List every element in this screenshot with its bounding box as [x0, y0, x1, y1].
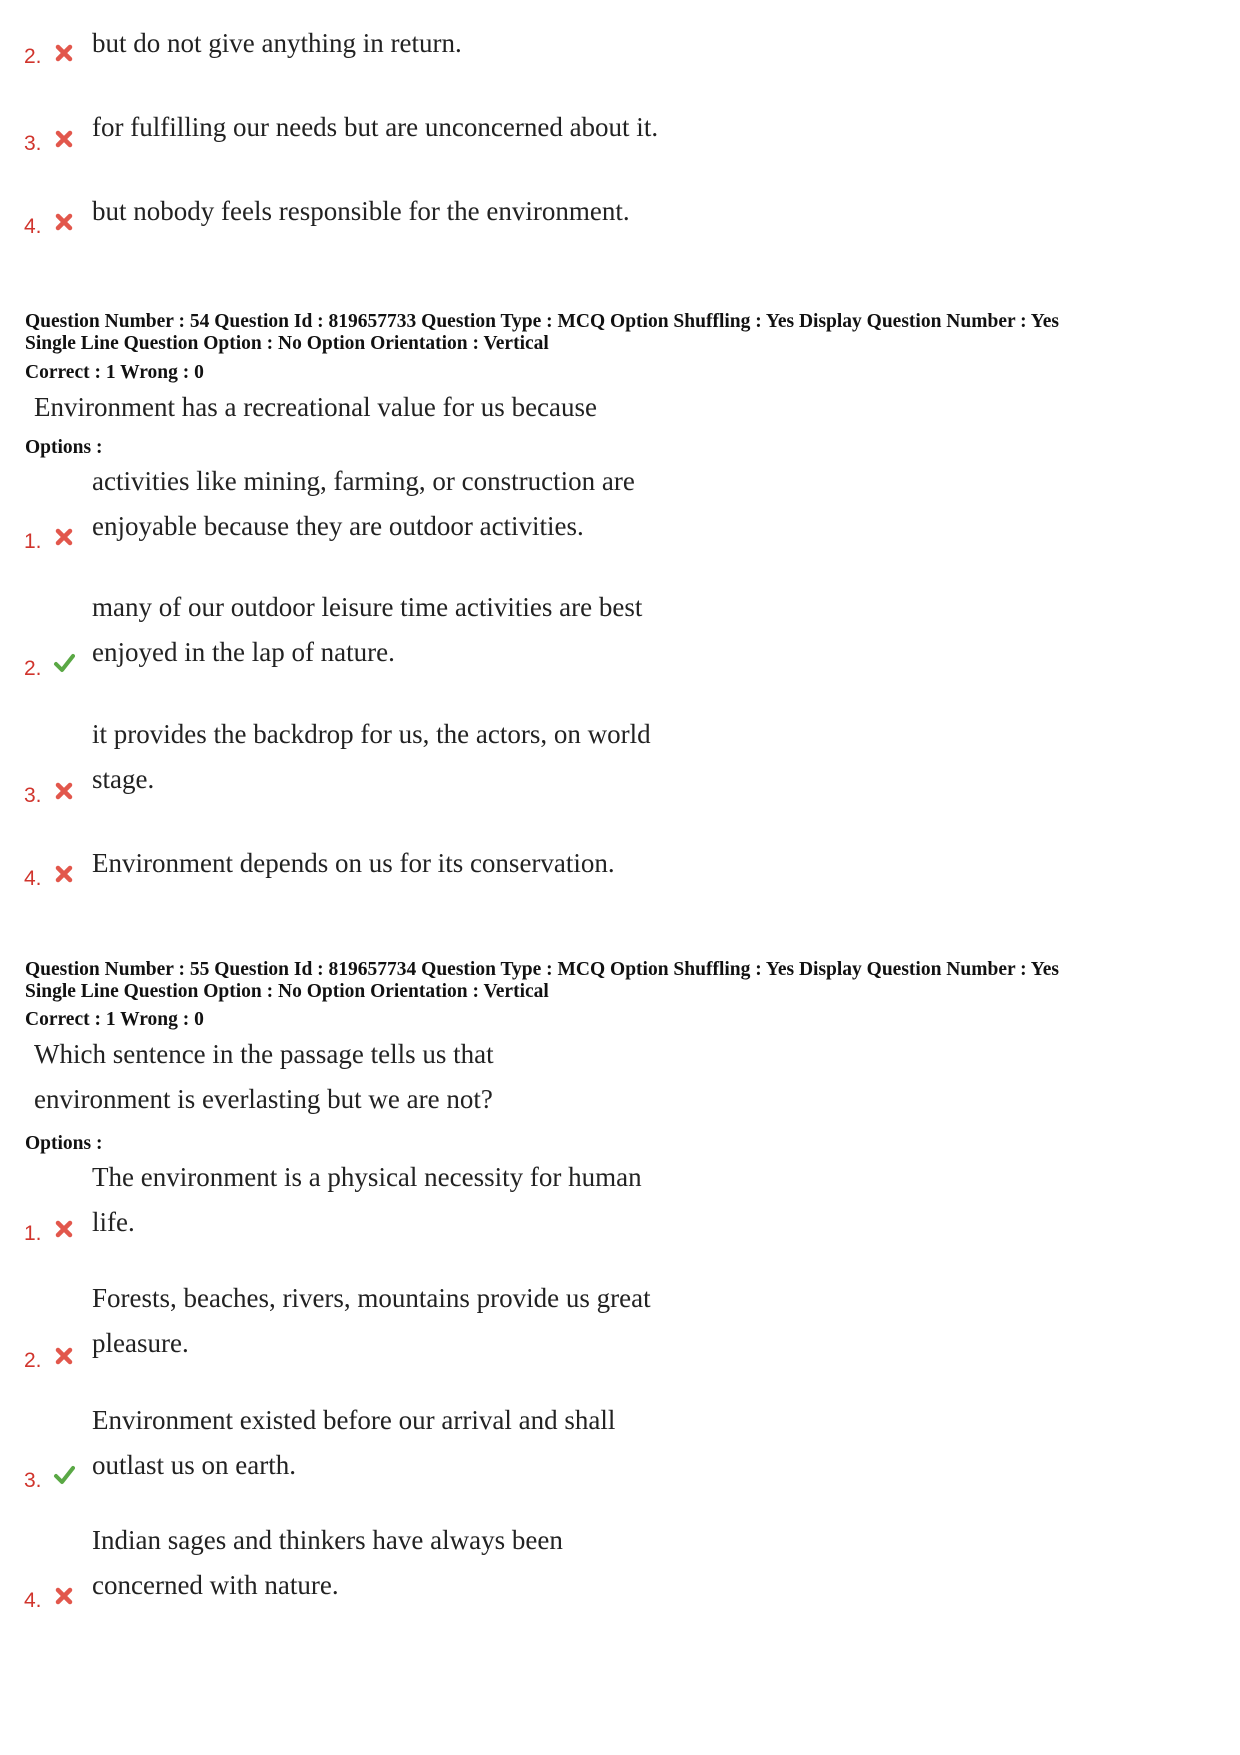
- question-meta-line: Single Line Question Option : No Option Orientation : Vertical: [25, 333, 549, 354]
- option-number: 4.: [24, 215, 42, 238]
- option-text: Forests, beaches, rivers, mountains provide us great pleasure.: [92, 1283, 651, 1358]
- cross-icon: [53, 211, 75, 233]
- option-text: The environment is a physical necessity for human life.: [92, 1162, 642, 1237]
- option-number: 1.: [24, 530, 42, 553]
- question-meta-line: Single Line Question Option : No Option Orientation : Vertical: [25, 981, 549, 1002]
- option-text: it provides the backdrop for us, the actors, on world stage.: [92, 719, 651, 794]
- options-label: Options :: [25, 1133, 103, 1154]
- cross-icon: [53, 780, 75, 802]
- option-number: 2.: [24, 657, 42, 680]
- score-line: Correct : 1 Wrong : 0: [25, 1009, 204, 1030]
- check-icon: [53, 652, 75, 674]
- option-number: 2.: [24, 45, 42, 68]
- cross-icon: [53, 1585, 75, 1607]
- option-number: 3.: [24, 1469, 42, 1492]
- option-text: but nobody feels responsible for the environment.: [92, 196, 630, 226]
- option-text: but do not give anything in return.: [92, 28, 462, 58]
- option-text: Environment existed before our arrival and shall outlast us on earth.: [92, 1405, 616, 1480]
- option-text: for fulfilling our needs but are unconcerned about it.: [92, 112, 659, 142]
- check-icon: [53, 1464, 75, 1486]
- cross-icon: [53, 1218, 75, 1240]
- cross-icon: [53, 526, 75, 548]
- option-number: 3.: [24, 784, 42, 807]
- question-meta-line: Question Number : 54 Question Id : 819657733 Question Type : MCQ Option Shuffling : Yes Display Question Number : Yes: [25, 311, 1059, 332]
- option-number: 4.: [24, 867, 42, 890]
- cross-icon: [53, 863, 75, 885]
- cross-icon: [53, 128, 75, 150]
- option-number: 2.: [24, 1349, 42, 1372]
- question-text: Which sentence in the passage tells us that environment is everlasting but we are not?: [34, 1039, 494, 1114]
- options-label: Options :: [25, 437, 103, 458]
- cross-icon: [53, 42, 75, 64]
- option-number: 1.: [24, 1222, 42, 1245]
- cross-icon: [53, 1345, 75, 1367]
- option-text: Environment depends on us for its conservation.: [92, 848, 615, 878]
- question-text: Environment has a recreational value for us because: [34, 392, 598, 422]
- option-number: 4.: [24, 1589, 42, 1612]
- score-line: Correct : 1 Wrong : 0: [25, 362, 204, 383]
- question-meta-line: Question Number : 55 Question Id : 819657734 Question Type : MCQ Option Shuffling : Yes Display Question Number : Yes: [25, 959, 1059, 980]
- option-text: Indian sages and thinkers have always been concerned with nature.: [92, 1525, 563, 1600]
- option-text: activities like mining, farming, or construction are enjoyable because they are outdoor activities.: [92, 466, 635, 541]
- option-number: 3.: [24, 132, 42, 155]
- option-text: many of our outdoor leisure time activities are best enjoyed in the lap of nature.: [92, 592, 643, 667]
